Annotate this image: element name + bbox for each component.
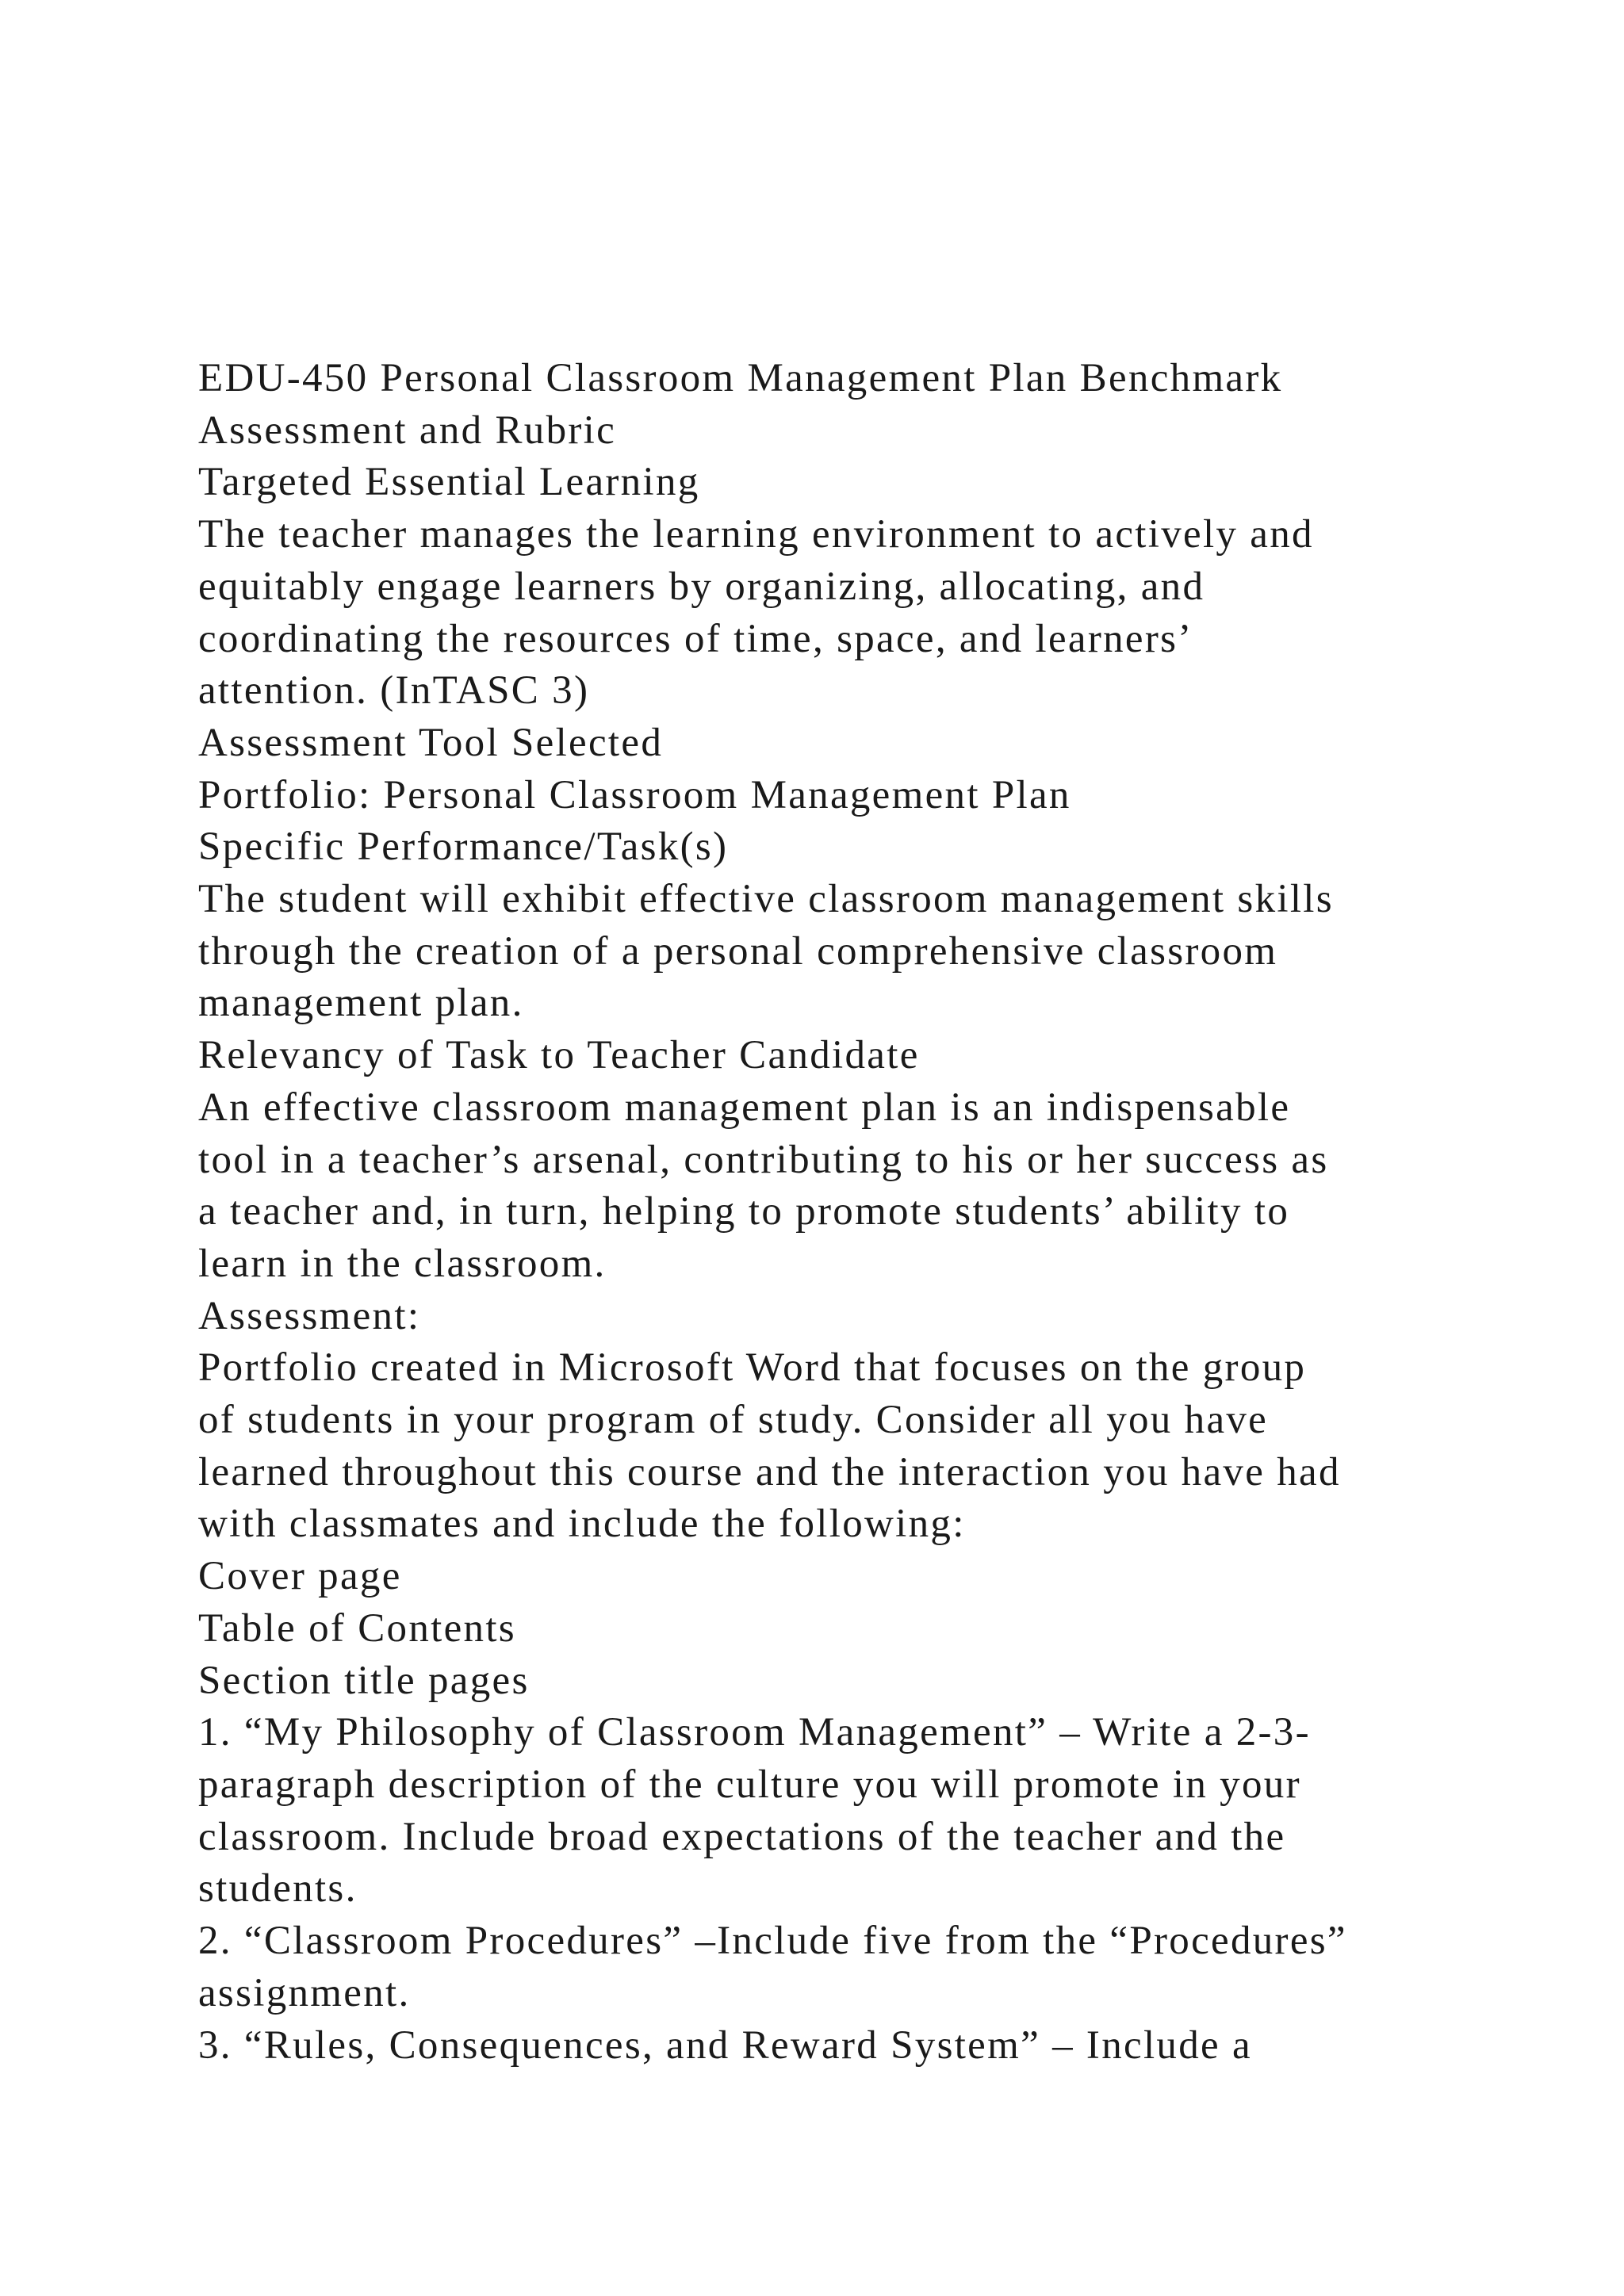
numbered-item: 2. “Classroom Procedures” –Include five from the “Procedures” (198, 1919, 1347, 1964)
text-line: An effective classroom management plan is an indispensable (198, 1085, 1291, 1130)
section-heading: Specific Performance/Task(s) (198, 825, 729, 870)
text-line: Portfolio created in Microsoft Word that focuses on the group (198, 1345, 1307, 1391)
text-line: classroom. Include broad expectations of the teacher and the (198, 1814, 1286, 1859)
document-title-line: EDU-450 Personal Classroom Management Plan Benchmark (198, 356, 1283, 400)
section-heading: Assessment: (198, 1293, 421, 1338)
section-heading: Targeted Essential Learning (198, 460, 700, 505)
list-item: Table of Contents (198, 1605, 516, 1651)
text-line: Portfolio: Personal Classroom Management Plan (198, 772, 1071, 817)
document-title-line: Assessment and Rubric (198, 408, 617, 453)
section-heading: Relevancy of Task to Teacher Candidate (198, 1033, 920, 1078)
text-line: management plan. (198, 981, 524, 1026)
text-line: with classmates and include the following: (198, 1502, 966, 1547)
text-line: coordinating the resources of time, space, and learners’ (198, 616, 1193, 661)
text-line: The student will exhibit effective classroom management skills (198, 877, 1334, 922)
text-line: learned throughout this course and the interaction you have had (198, 1449, 1341, 1494)
section-heading: Assessment Tool Selected (198, 720, 664, 765)
text-line: attention. (InTASC 3) (198, 668, 590, 714)
text-line: of students in your program of study. Consider all you have (198, 1398, 1269, 1443)
list-item: Section title pages (198, 1658, 530, 1703)
text-line: a teacher and, in turn, helping to promote students’ ability to (198, 1189, 1290, 1234)
text-line: equitably engage learners by organizing, allocating, and (198, 564, 1205, 609)
numbered-item: 1. “My Philosophy of Classroom Management” – Write a 2-3- (198, 1710, 1311, 1755)
text-line: through the creation of a personal comprehensive classroom (198, 928, 1278, 974)
text-line: assignment. (198, 1970, 411, 2015)
list-item: Cover page (198, 1554, 402, 1599)
text-line: The teacher manages the learning environment to actively and (198, 512, 1314, 557)
numbered-item: 3. “Rules, Consequences, and Reward System” – Include a (198, 2022, 1252, 2068)
text-line: students. (198, 1866, 358, 1911)
text-line: learn in the classroom. (198, 1241, 607, 1286)
text-line: tool in a teacher’s arsenal, contributing to his or her success as (198, 1137, 1329, 1182)
document-body (198, 353, 1546, 2072)
text-line: paragraph description of the culture you will promote in your (198, 1762, 1301, 1807)
